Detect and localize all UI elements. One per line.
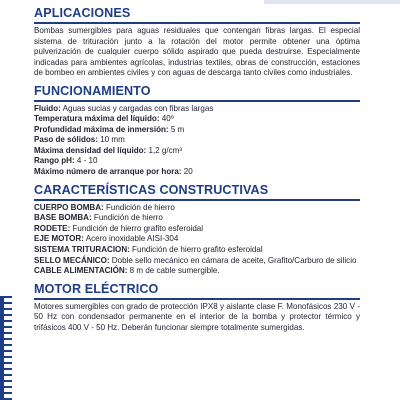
spec-row-temperatura [34,114,360,125]
spec-key: Profundidad máxima de inmersión: [34,124,169,134]
spec-value: Aguas sucias y cargadas con fibras largas [60,103,214,113]
top-decorative-strip [264,0,400,4]
spec-value: 8 m de cable sumergible. [127,266,220,276]
spec-key: CABLE ALIMENTACIÓN: [34,266,128,276]
spec-key: Paso de sólidos: [34,135,98,145]
spec-value: 20 [181,167,193,177]
spec-row-eje-motor [34,234,360,245]
spec-key: SELLO MECÁNICO: [34,255,110,265]
spec-key: Rango pH: [34,156,75,166]
section-title-aplicaciones: APLICACIONES [34,6,360,24]
spec-value: Fundición de hierro [91,213,163,223]
spec-value: 1,2 g/cm³ [146,145,183,155]
spec-key: Máximo número de arranque por hora: [34,167,182,177]
spec-row-base-bomba [34,213,360,224]
spec-key: BASE BOMBA: [34,213,92,223]
spec-key: RODETE: [34,223,71,233]
datasheet-content [34,6,360,333]
spec-key: Máxima densidad del líquido: [34,145,147,155]
spec-row-cable-alimentacion [34,266,360,277]
section-title-funcionamiento: FUNCIONAMIENTO [34,84,360,102]
section-aplicaciones [34,6,360,79]
spec-value: 10 mm [97,135,125,145]
spec-row-fluido [34,104,360,115]
section-motor-electrico [34,282,360,334]
section-title-motor-electrico: MOTOR ELÉCTRICO [34,282,360,300]
left-accent-ticks [4,296,12,400]
spec-value: Fundición de hierro grafito esferoidal [70,223,204,233]
spec-value: Fundición de hierro grafito esferoidal [129,245,263,255]
spec-row-sistema-trituracion [34,245,360,256]
spec-value: Acero inoxidable AISI-304 [83,234,179,244]
spec-key: Fluido: [34,103,61,113]
section-caracteristicas [34,183,360,277]
section-title-caracteristicas: CARACTERÍSTICAS CONSTRUCTIVAS [34,183,360,201]
spec-value: 40º [159,114,174,124]
spec-value: 4 - 10 [74,156,98,166]
spec-row-arranques [34,167,360,178]
spec-row-sello-mecanico [34,256,360,267]
spec-row-densidad [34,146,360,157]
spec-value: Fundición de hierro [103,202,175,212]
spec-value: 5 m [168,124,185,134]
spec-key: EJE MOTOR: [34,234,84,244]
aplicaciones-text: Bombas sumergibles para aguas residuales que contengan fibras largas. El especial sistema de trituración junto a la rotación del motor permite obtener una óptima pulverización de cualquier cuerpo sólido aspirado que pueda destruirse. Especialmente indicadas para ambientes agrícolas, industrias textiles, obras de construcción, estaciones de bombeo en ambientes civiles y con aguas de descarga tanto civiles como industriales. [34,26,360,77]
spec-value: Doble sello mecánico en cámara de aceite, Grafito/Carburo de silicio [109,255,357,265]
spec-row-ph [34,156,360,167]
spec-key: Temperatura máxima del líquido: [34,114,160,124]
spec-row-cuerpo-bomba [34,203,360,214]
spec-row-paso-solidos [34,135,360,146]
spec-key: SISTEMA TRITURACION: [34,245,130,255]
spec-row-rodete [34,224,360,235]
spec-key: CUERPO BOMBA: [34,202,104,212]
spec-row-profundidad [34,125,360,136]
section-funcionamiento [34,84,360,178]
motor-electrico-text: Motores sumergibles con grado de protección IPX8 y aislante clase F. Monofásicos 230 V - 50 Hz con condensador permanente en el interior de la bomba y protector térmico y trifásicos 400 V - 50 Hz. Deberán funcionar siempre totalmente sumergidas. [34,301,360,332]
